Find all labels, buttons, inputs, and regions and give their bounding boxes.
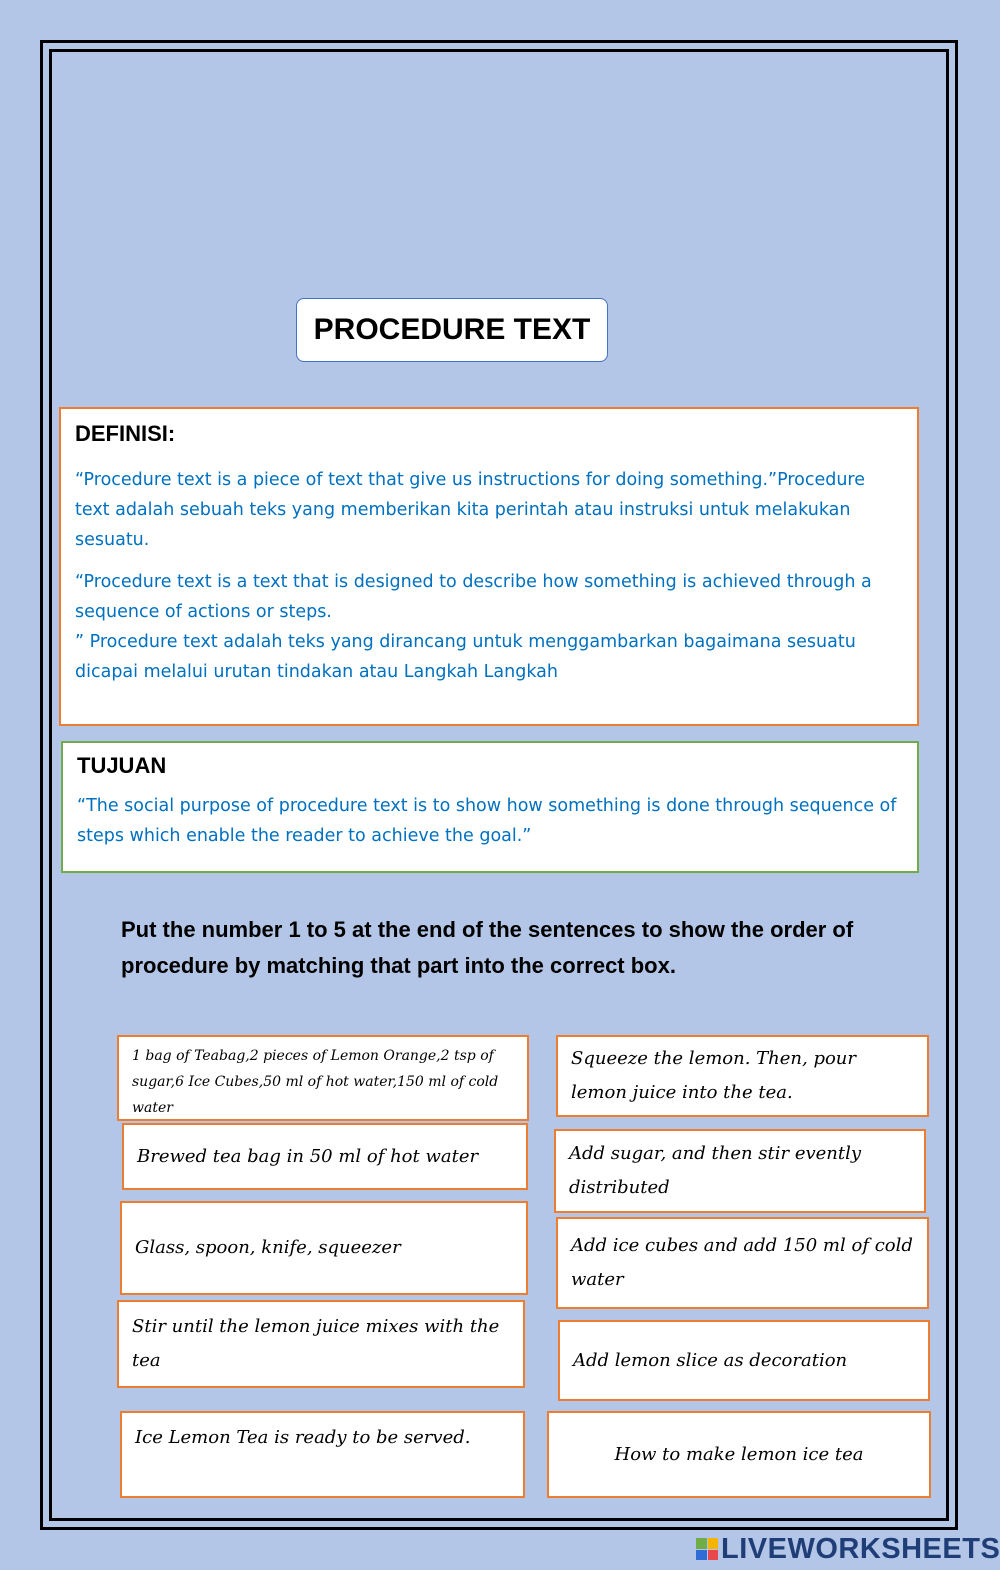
liveworksheets-logo-icon bbox=[696, 1538, 718, 1560]
matching-card-ice-cubes[interactable]: Add ice cubes and add 150 ml of cold water bbox=[556, 1217, 929, 1309]
matching-card-decoration[interactable]: Add lemon slice as decoration bbox=[558, 1320, 930, 1401]
matching-card-ready[interactable]: Ice Lemon Tea is ready to be served. bbox=[120, 1411, 525, 1498]
matching-card-ingredients[interactable]: 1 bag of Teabag,2 pieces of Lemon Orange,2 tsp of sugar,6 Ice Cubes,50 ml of hot water,150 ml of cold water bbox=[117, 1035, 529, 1121]
page-title-text: PROCEDURE TEXT bbox=[313, 313, 591, 346]
purpose-paragraph: “The social purpose of procedure text is to show how something is done through sequence of steps which enable the reader to achieve the goal.” bbox=[77, 796, 897, 846]
matching-card-tools[interactable]: Glass, spoon, knife, squeezer bbox=[120, 1201, 528, 1295]
matching-card-title[interactable]: How to make lemon ice tea bbox=[547, 1411, 931, 1498]
matching-card-squeeze[interactable]: Squeeze the lemon. Then, pour lemon juice into the tea. bbox=[556, 1035, 929, 1117]
definition-paragraph-2: “Procedure text is a text that is designed to describe how something is achieved through a sequence of actions or steps. bbox=[75, 572, 872, 622]
definition-heading: DEFINISI: bbox=[75, 421, 176, 446]
page-title bbox=[296, 298, 608, 362]
purpose-heading: TUJUAN bbox=[77, 753, 167, 778]
exercise-instruction: Put the number 1 to 5 at the end of the sentences to show the order of procedure by matching that part into the correct box. bbox=[121, 917, 854, 978]
matching-card-brew-tea[interactable]: Brewed tea bag in 50 ml of hot water bbox=[122, 1123, 528, 1190]
liveworksheets-logo bbox=[696, 1534, 1000, 1564]
purpose-panel bbox=[61, 741, 919, 873]
liveworksheets-brand: LIVEWORKSHEETS bbox=[721, 1532, 1000, 1565]
matching-card-add-sugar[interactable]: Add sugar, and then stir evently distributed bbox=[554, 1129, 926, 1213]
definition-paragraph-3: ” Procedure text adalah teks yang dirancang untuk menggambarkan bagaimana sesuatu dicapai melalui urutan tindakan atau Langkah Langkah bbox=[75, 632, 856, 682]
matching-card-stir[interactable]: Stir until the lemon juice mixes with the tea bbox=[117, 1300, 525, 1388]
definition-panel bbox=[59, 407, 919, 726]
definition-paragraph-1: “Procedure text is a piece of text that give us instructions for doing something.”Procedure text adalah sebuah teks yang memberikan kita perintah atau instruksi untuk melakukan sesuatu. bbox=[75, 470, 866, 550]
